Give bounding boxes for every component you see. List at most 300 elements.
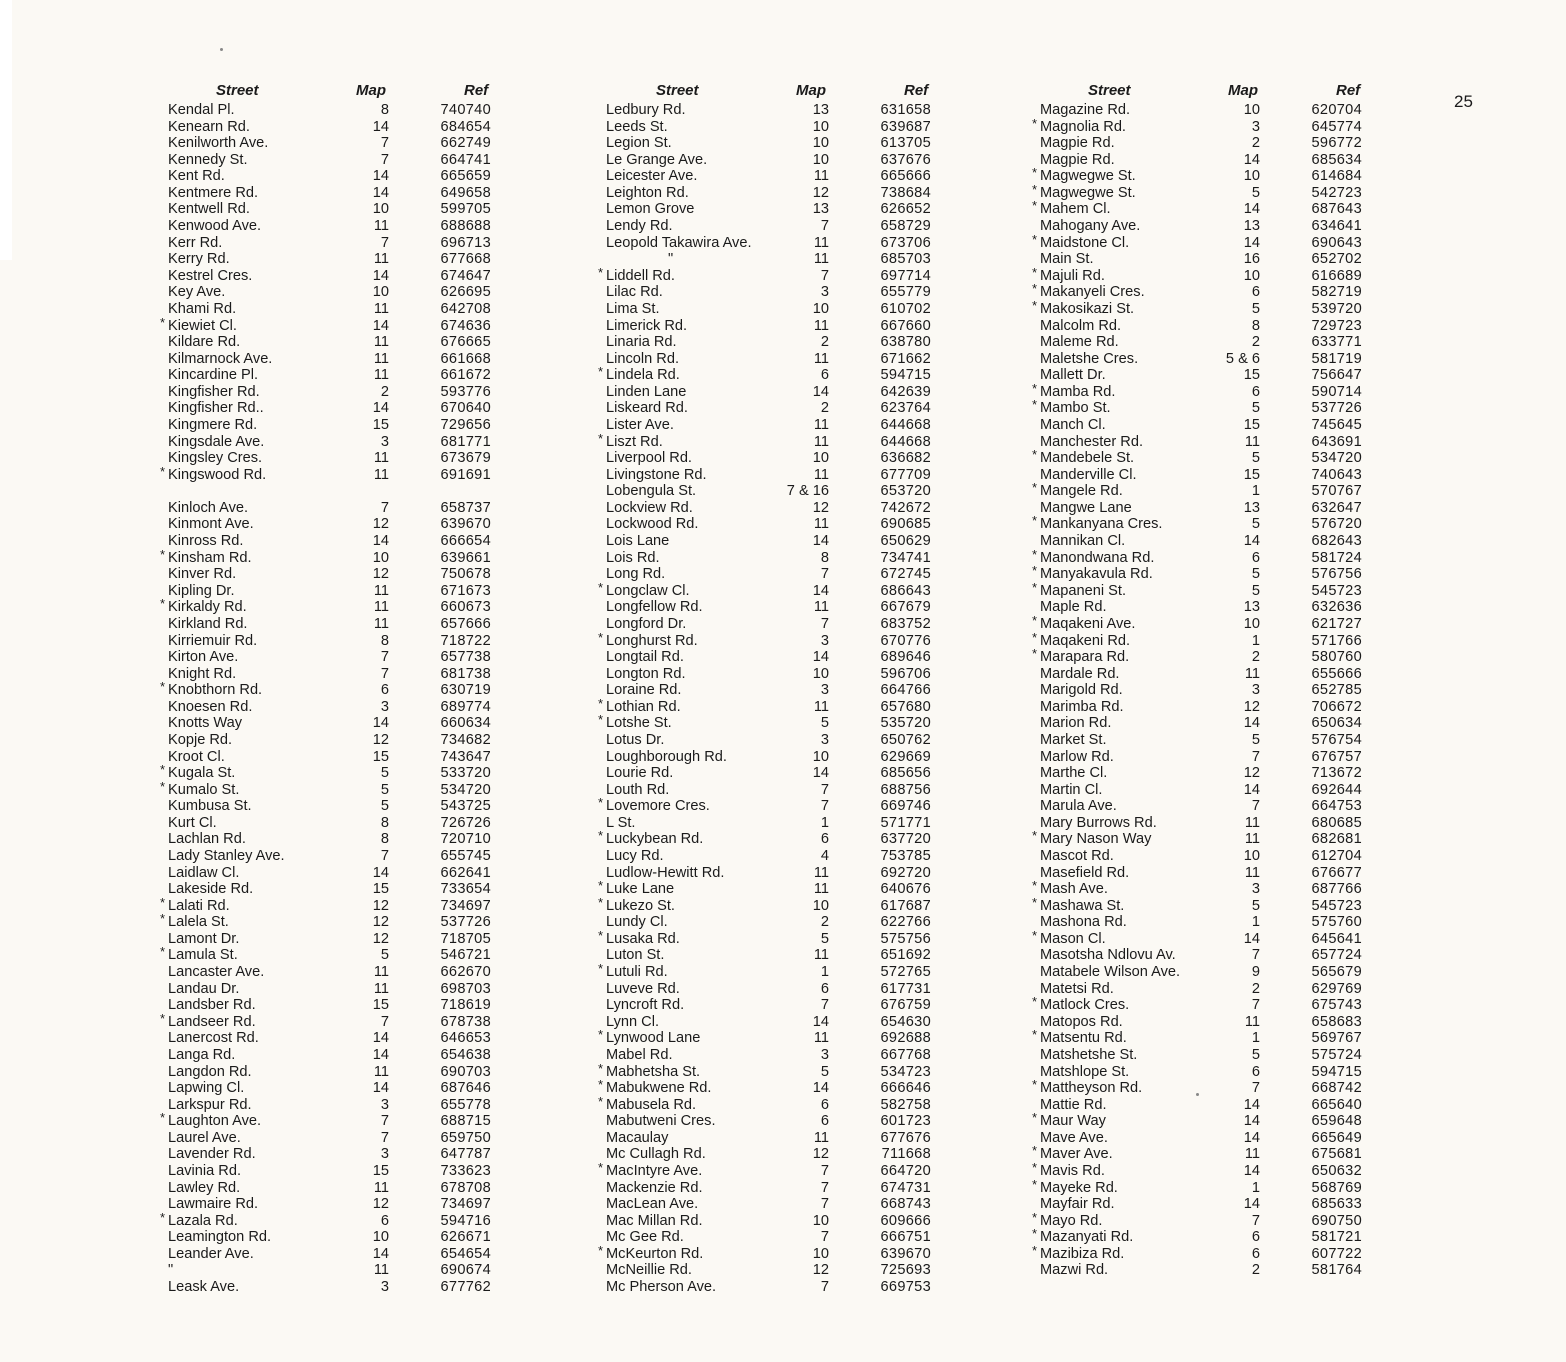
grid-ref: 626652 bbox=[880, 201, 931, 218]
street-name bbox=[1032, 1143, 1113, 1163]
street-name bbox=[1040, 865, 1129, 882]
street-name bbox=[606, 400, 688, 417]
street-text: Kinver Rd. bbox=[168, 566, 237, 583]
street-text: Mc Cullagh Rd. bbox=[606, 1146, 706, 1163]
street-name bbox=[606, 168, 697, 185]
asterisk-marker: * bbox=[1032, 181, 1038, 197]
map-number: 12 bbox=[812, 1146, 829, 1163]
grid-ref: 706672 bbox=[1311, 698, 1362, 715]
map-number: 13 bbox=[1243, 499, 1260, 516]
street-name bbox=[1040, 467, 1137, 484]
map-number: 14 bbox=[1243, 234, 1260, 251]
street-name bbox=[606, 351, 679, 368]
street-text: McNeillie Rd. bbox=[606, 1262, 692, 1279]
map-number: 14 bbox=[1243, 781, 1260, 798]
map-header: Map bbox=[356, 82, 386, 99]
street-name bbox=[160, 911, 229, 931]
map-number: 7 bbox=[820, 615, 829, 632]
grid-ref: 681771 bbox=[440, 433, 491, 450]
map-number: 7 bbox=[1251, 798, 1260, 815]
asterisk-marker: * bbox=[598, 1027, 604, 1043]
map-number: 15 bbox=[372, 748, 389, 765]
street-text: Laurel Ave. bbox=[168, 1129, 241, 1146]
street-name bbox=[598, 430, 663, 451]
page-left-edge bbox=[0, 0, 12, 260]
street-name bbox=[606, 201, 694, 218]
street-name bbox=[1040, 367, 1106, 384]
asterisk-marker: * bbox=[1032, 1077, 1038, 1093]
street-name bbox=[606, 947, 664, 964]
map-number: 13 bbox=[1243, 599, 1260, 616]
map-number: 12 bbox=[1243, 698, 1260, 715]
grid-ref: 642708 bbox=[440, 300, 491, 317]
street-name bbox=[168, 798, 252, 815]
grid-ref: 649658 bbox=[440, 184, 491, 201]
street-name bbox=[606, 318, 687, 335]
map-number: 11 bbox=[373, 615, 389, 632]
grid-ref: 685633 bbox=[1311, 1196, 1362, 1213]
asterisk-marker: * bbox=[1032, 546, 1038, 562]
map-number: 10 bbox=[812, 151, 829, 168]
map-number: 11 bbox=[813, 599, 829, 616]
street-name bbox=[606, 616, 686, 633]
street-name bbox=[168, 1279, 239, 1296]
grid-ref: 654638 bbox=[440, 1046, 491, 1063]
grid-ref: 646653 bbox=[440, 1030, 491, 1047]
street-name bbox=[1032, 927, 1106, 948]
grid-ref: 596706 bbox=[880, 665, 931, 682]
grid-ref: 545723 bbox=[1311, 897, 1362, 914]
grid-ref: 645774 bbox=[1311, 118, 1362, 135]
street-text: Lois Rd. bbox=[606, 549, 660, 566]
street-name bbox=[668, 251, 673, 268]
map-number: 14 bbox=[372, 715, 389, 732]
map-number: 4 bbox=[820, 848, 829, 865]
asterisk-marker: * bbox=[160, 944, 166, 960]
street-text: Mayfair Rd. bbox=[1040, 1196, 1115, 1213]
map-number: 3 bbox=[820, 731, 829, 748]
map-number: 1 bbox=[820, 964, 829, 981]
street-name bbox=[598, 1242, 704, 1263]
grid-ref: 659648 bbox=[1311, 1113, 1362, 1130]
street-name bbox=[1040, 765, 1107, 782]
street-text: Magpie Rd. bbox=[1040, 135, 1115, 152]
map-number: 7 bbox=[1251, 947, 1260, 964]
asterisk-marker: * bbox=[1032, 629, 1038, 645]
grid-ref: 661668 bbox=[440, 350, 491, 367]
street-name bbox=[1040, 732, 1107, 749]
street-name bbox=[606, 815, 635, 832]
map-number: 7 bbox=[380, 1129, 389, 1146]
grid-ref: 650634 bbox=[1311, 715, 1362, 732]
street-name bbox=[1032, 1027, 1127, 1047]
street-name bbox=[606, 1196, 698, 1213]
grid-ref: 581764 bbox=[1311, 1262, 1362, 1279]
map-number: 14 bbox=[1243, 1113, 1260, 1130]
street-text: " bbox=[168, 1262, 174, 1279]
map-number: 1 bbox=[1251, 1179, 1260, 1196]
street-name bbox=[606, 599, 703, 616]
map-number: 11 bbox=[813, 1129, 829, 1146]
grid-ref: 609666 bbox=[880, 1212, 931, 1229]
street-text: Kingfisher Rd. bbox=[168, 383, 260, 400]
street-name bbox=[1040, 715, 1111, 732]
street-text: Marapara Rd. bbox=[1040, 649, 1130, 666]
street-name bbox=[168, 400, 264, 417]
asterisk-marker: * bbox=[160, 546, 166, 562]
map-number: 12 bbox=[372, 566, 389, 583]
street-text: McKeurton Rd. bbox=[606, 1245, 704, 1262]
street-name bbox=[598, 1027, 701, 1047]
map-number: 11 bbox=[813, 168, 829, 185]
street-text: Kumbusa St. bbox=[168, 798, 252, 815]
street-text: Legion St. bbox=[606, 135, 672, 152]
street-name bbox=[598, 579, 690, 600]
grid-ref: 756647 bbox=[1311, 367, 1362, 384]
street-text: Kentmere Rd. bbox=[168, 184, 259, 201]
map-number: 13 bbox=[1243, 218, 1260, 235]
street-name bbox=[168, 732, 232, 749]
map-number: 5 bbox=[380, 765, 389, 782]
street-name bbox=[606, 417, 674, 434]
map-number: 11 bbox=[373, 218, 389, 235]
map-number: 7 bbox=[380, 499, 389, 516]
street-text: Kroot Cl. bbox=[168, 748, 225, 765]
street-text: Lima St. bbox=[606, 300, 660, 317]
street-name bbox=[606, 284, 663, 301]
street-text: Maidstone Cl. bbox=[1040, 234, 1130, 251]
street-text: Kildare Rd. bbox=[168, 334, 241, 351]
map-number: 3 bbox=[380, 1146, 389, 1163]
street-text: Larkspur Rd. bbox=[168, 1096, 252, 1113]
street-text: Leighton Rd. bbox=[606, 184, 689, 201]
street-text: Malcolm Rd. bbox=[1040, 317, 1122, 334]
map-number: 13 bbox=[812, 102, 829, 118]
grid-ref: 581724 bbox=[1311, 549, 1362, 566]
street-name bbox=[598, 1077, 712, 1097]
grid-ref: 682643 bbox=[1311, 533, 1362, 550]
map-number: 9 bbox=[1251, 964, 1260, 981]
map-header: Map bbox=[796, 82, 826, 99]
grid-ref: 690750 bbox=[1311, 1212, 1362, 1229]
grid-ref: 639670 bbox=[880, 1245, 931, 1262]
street-text: Kendal Pl. bbox=[168, 102, 235, 118]
grid-ref: 684654 bbox=[440, 118, 491, 135]
street-header: Street bbox=[1088, 82, 1131, 99]
map-number: 5 bbox=[380, 947, 389, 964]
grid-ref: 745645 bbox=[1311, 416, 1362, 433]
asterisk-marker: * bbox=[1032, 563, 1038, 579]
street-text: Long Rd. bbox=[606, 566, 666, 583]
street-name bbox=[1040, 914, 1127, 931]
map-number: 6 bbox=[820, 1096, 829, 1113]
street-text: Kenwood Ave. bbox=[168, 218, 262, 235]
street-name bbox=[160, 1110, 262, 1130]
grid-ref: 740740 bbox=[440, 102, 491, 118]
grid-ref: 740643 bbox=[1311, 466, 1362, 483]
street-text: Liverpool Rd. bbox=[606, 450, 692, 467]
street-text: Mayo Rd. bbox=[1040, 1212, 1103, 1229]
street-text: Lockwood Rd. bbox=[606, 516, 699, 533]
street-name bbox=[168, 1080, 244, 1097]
street-text: Luke Lane bbox=[606, 881, 675, 898]
street-name bbox=[1040, 682, 1123, 699]
grid-ref: 685634 bbox=[1311, 151, 1362, 168]
street-name bbox=[606, 1047, 673, 1064]
map-number: 5 bbox=[1251, 516, 1260, 533]
street-text: Lalati Rd. bbox=[168, 897, 230, 914]
street-text: Liszt Rd. bbox=[606, 433, 663, 450]
map-number: 10 bbox=[1243, 848, 1260, 865]
map-number: 6 bbox=[820, 831, 829, 848]
grid-ref: 729656 bbox=[440, 416, 491, 433]
map-number: 6 bbox=[1251, 1229, 1260, 1246]
street-name bbox=[168, 881, 253, 898]
street-name bbox=[160, 679, 263, 699]
grid-ref: 613705 bbox=[880, 135, 931, 152]
grid-ref: 626671 bbox=[440, 1229, 491, 1246]
map-number: 14 bbox=[1243, 1096, 1260, 1113]
map-number: 6 bbox=[380, 1212, 389, 1229]
street-name bbox=[168, 699, 252, 716]
grid-ref: 539720 bbox=[1311, 300, 1362, 317]
street-text: Magwegwe St. bbox=[1040, 184, 1136, 201]
grid-ref: 662670 bbox=[440, 964, 491, 981]
street-text: Leask Ave. bbox=[168, 1279, 240, 1296]
grid-ref: 594715 bbox=[1311, 1063, 1362, 1080]
map-number: 5 & 6 bbox=[1225, 350, 1260, 367]
map-number: 7 bbox=[1251, 1212, 1260, 1229]
map-number: 7 bbox=[820, 997, 829, 1014]
street-text: MacIntyre Ave. bbox=[606, 1163, 703, 1179]
street-name bbox=[598, 927, 680, 948]
street-text: Magnolia Rd. bbox=[1040, 118, 1126, 135]
street-name bbox=[606, 1262, 692, 1279]
grid-ref: 675743 bbox=[1311, 997, 1362, 1014]
street-text: Manchester Rd. bbox=[1040, 433, 1144, 450]
street-text: Magazine Rd. bbox=[1040, 102, 1131, 118]
street-text: Lancaster Ave. bbox=[168, 964, 265, 981]
street-name bbox=[160, 944, 238, 964]
street-text: Manondwana Rd. bbox=[1040, 549, 1155, 566]
grid-ref: 750678 bbox=[440, 566, 491, 583]
street-text: Lukezo St. bbox=[606, 897, 675, 914]
map-number: 5 bbox=[1251, 582, 1260, 599]
street-name bbox=[168, 516, 254, 533]
street-name bbox=[1032, 1077, 1143, 1097]
street-name bbox=[168, 1196, 258, 1213]
street-text: Magpie Rd. bbox=[1040, 151, 1115, 168]
map-number: 12 bbox=[372, 897, 389, 914]
street-header: Street bbox=[216, 82, 259, 99]
street-text: Maqakeni Ave. bbox=[1040, 615, 1136, 632]
map-number: 11 bbox=[813, 433, 829, 450]
street-text: Majuli Rd. bbox=[1040, 267, 1105, 284]
grid-ref: 571771 bbox=[880, 814, 931, 831]
map-number: 7 bbox=[820, 1229, 829, 1246]
asterisk-marker: * bbox=[598, 1093, 604, 1109]
street-text: Livingstone Rd. bbox=[606, 466, 707, 483]
street-text: Masotsha Ndlovu Av. bbox=[1040, 947, 1176, 964]
street-name bbox=[1032, 380, 1116, 401]
map-number: 11 bbox=[813, 350, 829, 367]
grid-ref: 610702 bbox=[880, 300, 931, 317]
asterisk-marker: * bbox=[160, 596, 166, 612]
grid-ref: 696713 bbox=[440, 234, 491, 251]
street-text: Mascot Rd. bbox=[1040, 848, 1114, 865]
street-text: Marigold Rd. bbox=[1040, 682, 1123, 699]
street-name bbox=[168, 185, 258, 202]
street-text: Lovemore Cres. bbox=[606, 798, 710, 815]
street-text: Mac Millan Rd. bbox=[606, 1212, 703, 1229]
street-text: Lamula St. bbox=[168, 947, 238, 964]
street-text: Longfellow Rd. bbox=[606, 599, 703, 616]
street-name bbox=[606, 865, 724, 882]
grid-ref: 666751 bbox=[880, 1229, 931, 1246]
asterisk-marker: * bbox=[1032, 264, 1038, 280]
map-number: 5 bbox=[820, 1063, 829, 1080]
grid-ref: 665640 bbox=[1311, 1096, 1362, 1113]
map-number: 3 bbox=[820, 1046, 829, 1063]
street-name bbox=[168, 1262, 173, 1279]
grid-ref: 657724 bbox=[1311, 947, 1362, 964]
street-name bbox=[1040, 500, 1132, 517]
street-text: MacLean Ave. bbox=[606, 1196, 699, 1213]
map-number: 5 bbox=[1251, 450, 1260, 467]
grid-ref: 620704 bbox=[1311, 102, 1362, 118]
grid-ref: 681738 bbox=[440, 665, 491, 682]
grid-ref: 687643 bbox=[1311, 201, 1362, 218]
street-name bbox=[168, 1047, 235, 1064]
map-number: 7 bbox=[820, 798, 829, 815]
street-name bbox=[1040, 417, 1106, 434]
asterisk-marker: * bbox=[598, 1077, 604, 1093]
street-text: Matlock Cres. bbox=[1040, 997, 1130, 1014]
map-number: 11 bbox=[373, 599, 389, 616]
map-number: 11 bbox=[373, 251, 389, 268]
street-name bbox=[1032, 297, 1135, 318]
street-text: Matopos Rd. bbox=[1040, 1013, 1123, 1030]
grid-ref: 667768 bbox=[880, 1046, 931, 1063]
street-name bbox=[168, 384, 260, 401]
map-number: 11 bbox=[373, 367, 389, 384]
grid-ref: 593776 bbox=[440, 383, 491, 400]
street-text: Knotts Way bbox=[168, 715, 243, 732]
street-text: Longtail Rd. bbox=[606, 649, 684, 666]
map-number: 14 bbox=[812, 1080, 829, 1097]
grid-ref: 726726 bbox=[440, 814, 491, 831]
grid-ref: 676665 bbox=[440, 334, 491, 351]
map-number: 11 bbox=[813, 317, 829, 334]
map-number: 1 bbox=[820, 814, 829, 831]
street-name bbox=[1040, 1130, 1108, 1147]
map-number: 7 bbox=[820, 1163, 829, 1179]
grid-ref: 677762 bbox=[440, 1279, 491, 1296]
street-name bbox=[168, 268, 252, 285]
grid-ref: 687646 bbox=[440, 1080, 491, 1097]
grid-ref: 650762 bbox=[880, 731, 931, 748]
street-name bbox=[168, 666, 236, 683]
map-number: 2 bbox=[1251, 135, 1260, 152]
street-text: Kennedy St. bbox=[168, 151, 248, 168]
grid-ref: 729723 bbox=[1311, 317, 1362, 334]
street-text: Kentwell Rd. bbox=[168, 201, 250, 218]
map-number: 3 bbox=[820, 284, 829, 301]
map-number: 8 bbox=[380, 831, 389, 848]
street-text: Loughborough Rd. bbox=[606, 748, 727, 765]
asterisk-marker: * bbox=[598, 795, 604, 811]
street-name bbox=[598, 894, 675, 915]
street-name bbox=[1032, 894, 1125, 915]
street-name bbox=[168, 1064, 252, 1081]
street-text: Lothian Rd. bbox=[606, 698, 681, 715]
map-number: 14 bbox=[812, 1013, 829, 1030]
street-name bbox=[606, 1279, 716, 1296]
asterisk-marker: * bbox=[1032, 115, 1038, 131]
grid-ref: 657738 bbox=[440, 649, 491, 666]
grid-ref: 655779 bbox=[880, 284, 931, 301]
street-text: Makanyeli Cres. bbox=[1040, 284, 1145, 301]
grid-ref: 658737 bbox=[440, 499, 491, 516]
street-text: Kumalo St. bbox=[168, 781, 240, 798]
street-text: Mason Cl. bbox=[1040, 930, 1106, 947]
asterisk-marker: * bbox=[1032, 1027, 1038, 1043]
grid-ref: 582719 bbox=[1311, 284, 1362, 301]
street-text: Kirriemuir Rd. bbox=[168, 632, 258, 649]
grid-ref: 676677 bbox=[1311, 864, 1362, 881]
map-number: 11 bbox=[813, 466, 829, 483]
street-text: Kirkaldy Rd. bbox=[168, 599, 247, 616]
street-text: Mannikan Cl. bbox=[1040, 533, 1126, 550]
street-text: Kerry Rd. bbox=[168, 251, 230, 268]
street-text: Knobthorn Rd. bbox=[168, 682, 263, 699]
grid-ref: 688715 bbox=[440, 1113, 491, 1130]
street-text: Kilmarnock Ave. bbox=[168, 350, 273, 367]
grid-ref: 580760 bbox=[1311, 649, 1362, 666]
street-name bbox=[168, 1097, 252, 1114]
grid-ref: 668743 bbox=[880, 1196, 931, 1213]
map-number: 5 bbox=[1251, 400, 1260, 417]
street-name bbox=[168, 284, 225, 301]
asterisk-marker: * bbox=[160, 911, 166, 927]
street-text: Kenearn Rd. bbox=[168, 118, 250, 135]
street-name bbox=[168, 218, 261, 235]
street-name bbox=[1032, 878, 1108, 898]
street-name bbox=[606, 1130, 668, 1147]
street-text: Kugala St. bbox=[168, 765, 236, 782]
map-number: 11 bbox=[1244, 1013, 1260, 1030]
map-number: 14 bbox=[1243, 201, 1260, 218]
grid-ref: 633771 bbox=[1311, 334, 1362, 351]
map-number: 10 bbox=[812, 1245, 829, 1262]
map-number: 3 bbox=[380, 1096, 389, 1113]
grid-ref: 572765 bbox=[880, 964, 931, 981]
asterisk-marker: * bbox=[1032, 612, 1038, 628]
map-number: 3 bbox=[380, 698, 389, 715]
asterisk-marker: * bbox=[1032, 1209, 1038, 1225]
street-text: Matabele Wilson Ave. bbox=[1040, 964, 1181, 981]
street-name bbox=[606, 914, 668, 931]
street-text: Lemon Grove bbox=[606, 201, 695, 218]
street-name bbox=[1032, 629, 1131, 650]
map-number: 11 bbox=[813, 698, 829, 715]
map-number: 12 bbox=[1243, 765, 1260, 782]
grid-ref: 686643 bbox=[880, 582, 931, 599]
map-number: 7 bbox=[1251, 997, 1260, 1014]
street-text: Lindela Rd. bbox=[606, 367, 680, 384]
street-name bbox=[168, 749, 225, 766]
street-text: Macaulay bbox=[606, 1129, 669, 1146]
